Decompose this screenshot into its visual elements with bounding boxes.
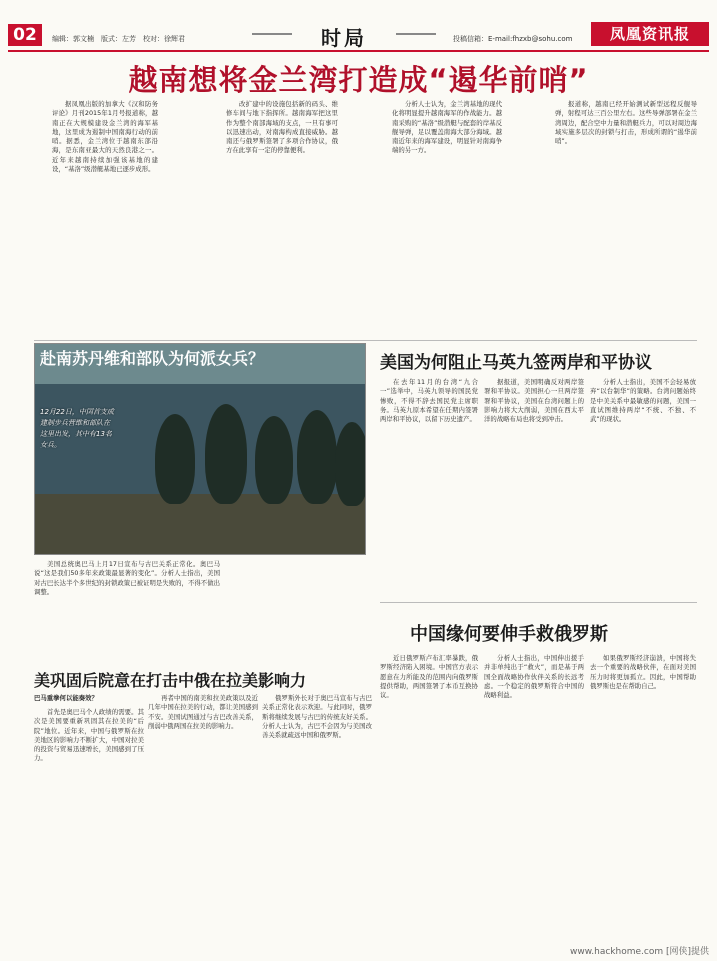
article-paragraph: 近日俄罗斯卢布汇率暴跌，俄罗斯经济陷入困境。中国官方表示愿意在力所能及的范围内向俄罗斯提供帮助，两国签署了本币互换协议。 (380, 654, 478, 700)
cuba-column-2 (148, 694, 258, 932)
cuba-column-1 (34, 708, 144, 932)
article-paragraph: 俄罗斯外长对于奥巴马宣布与古巴关系正常化表示欢迎。与此同时，俄罗斯将继续发展与古巴的传统友好关系。分析人士认为，古巴不会因为与美国改善关系就疏远中国和俄罗斯。 (262, 694, 372, 740)
section-divider (34, 340, 697, 341)
lead-paragraph: 据凤凰出版的加拿大《汉和防务评论》月刊2015年1月号报道称，越南正在大规模建设金兰湾的海军基地，这里成为遏制中国南海行动的前哨。据悉，金兰湾位于越南东部沿海，是东南亚最大的天然良港之一。近年来越南持续加强该基地的建设，“基洛”级潜艇基地已逐步成形。 (52, 100, 158, 174)
article-paragraph: 如果俄罗斯经济崩溃，中国将失去一个重要的战略伙伴，在面对美国压力时将更加孤立。因此，中国帮助俄罗斯也是在帮助自己。 (590, 654, 696, 690)
russia-column-1 (380, 654, 478, 932)
article-title-russia: 中国缘何要伸手救俄罗斯 (410, 624, 608, 645)
lead-column-3 (392, 100, 502, 338)
page-number: 02 (8, 24, 42, 46)
taiwan-column-2 (484, 378, 584, 598)
soldier-figure (255, 416, 293, 504)
soldier-figure (335, 422, 366, 506)
submission-email: 投稿信箱：E-mail:fhzxb@sohu.com (453, 35, 573, 43)
taiwan-column-1 (380, 378, 478, 598)
photo-caption: 12月22日，中国首支成建制步兵营维和部队在这里出发，其中有13名女兵。 (40, 408, 114, 449)
article-paragraph: 美国总统奥巴马上月17日宣布与古巴关系正常化。奥巴马说“这是我们50多年来政策最显著的变化”。分析人士指出，美国对古巴长达半个多世纪的封锁政策已被证明是失败的，不得不做出调整。 (34, 560, 220, 596)
south-sudan-body (34, 560, 220, 664)
article-paragraph: 首先是奥巴马个人政绩的需要。其次是美国要重新巩固其在拉美的“后院”地位。近年来，中国与俄罗斯在拉美地区的影响力不断扩大，中国对拉美的投资与贸易迅速增长，美国感到了压力。 (34, 708, 144, 763)
cuba-subtitle: 巴马重拳何以能奏效？ (34, 694, 98, 702)
newspaper-brand: 凤凰资讯报 (591, 22, 709, 46)
soldier-figure (297, 410, 337, 504)
lead-column-1 (52, 100, 158, 338)
article-title-south-sudan: 赴南苏丹维和部队为何派女兵？ (40, 349, 265, 368)
article-paragraph: 分析人士指出，美国不会轻易放弃“以台制华”的策略。台湾问题始终是中美关系中最敏感的问题，美国一直试图维持两岸“不统、不独、不武”的现状。 (590, 378, 696, 424)
article-paragraph: 据报道，美国明确反对两岸签署和平协议。美国担心一旦两岸签署和平协议，美国在台湾问题上的影响力将大大削弱，美国在西太平洋的战略布局也将受到冲击。 (484, 378, 584, 424)
cuba-column-3 (262, 694, 372, 932)
article-paragraph: 分析人士指出，中国伸出援手并非单纯出于“救火”，而是基于两国全面战略协作伙伴关系的长远考虑。一个稳定的俄罗斯符合中国的战略利益。 (484, 654, 584, 700)
lead-paragraph: 分析人士认为，金兰湾基地的现代化将明显提升越南海军的作战能力。越南采购的“基洛”级潜艇与配套的岸基反舰导弹，足以覆盖南海大部分海域。越南近年来的海军建设，明显针对南海争端的另一方。 (392, 100, 502, 155)
soldier-figure (155, 414, 195, 504)
lead-column-2 (226, 100, 338, 338)
article-paragraph: 在去年11月的台湾“九合一”选举中，马英九领导的国民党惨败，不得不辞去国民党主席职务。马英九原本希望在任期内签署两岸和平协议，以留下历史遗产。 (380, 378, 478, 424)
footer-watermark: www.hackhome.com [网侠]提供 (570, 947, 709, 957)
lead-paragraph: 报道称，越南已经开始测试新型远程反舰导弹，射程可达三百公里左右。这些导弹部署在金兰湾周边，配合空中力量和潜艇兵力，可以对周边海域实施多层次的封锁与打击，形成所谓的“遏华前哨”。 (555, 100, 697, 146)
article-title-taiwan: 美国为何阻止马英九签两岸和平协议 (380, 353, 652, 373)
soldier-figure (205, 404, 247, 504)
lead-column-4 (555, 100, 697, 338)
russia-column-3 (590, 654, 696, 932)
lead-paragraph: 改扩建中的设施包括新的码头、维修车间与地下指挥所。越南海军把这里作为整个南部海域的支点，一旦有事可以迅速出动，对南海构成直接威胁。越南还与俄罗斯签署了多项合作协议，俄方在此享有一定的停靠便利。 (226, 100, 338, 155)
masthead (8, 22, 709, 48)
section-title: 时局 (298, 22, 390, 46)
article-title-cuba: 美巩固后院意在打击中俄在拉美影响力 (34, 671, 307, 690)
header-rule (8, 50, 709, 52)
russia-column-2 (484, 654, 584, 932)
article-paragraph: 再者中国的南美和拉美政策以及近几年中国在拉美的行动，都让美国感到不安。美国试图通过与古巴改善关系，削弱中俄两国在拉美的影响力。 (148, 694, 258, 730)
taiwan-column-3 (590, 378, 696, 598)
section-divider (380, 602, 697, 603)
editor-credits: 编辑：郭文楠 版式：左芳 校对：徐辉君 (52, 35, 185, 43)
main-headline: 越南想将金兰湾打造成“遏华前哨” (128, 63, 589, 97)
